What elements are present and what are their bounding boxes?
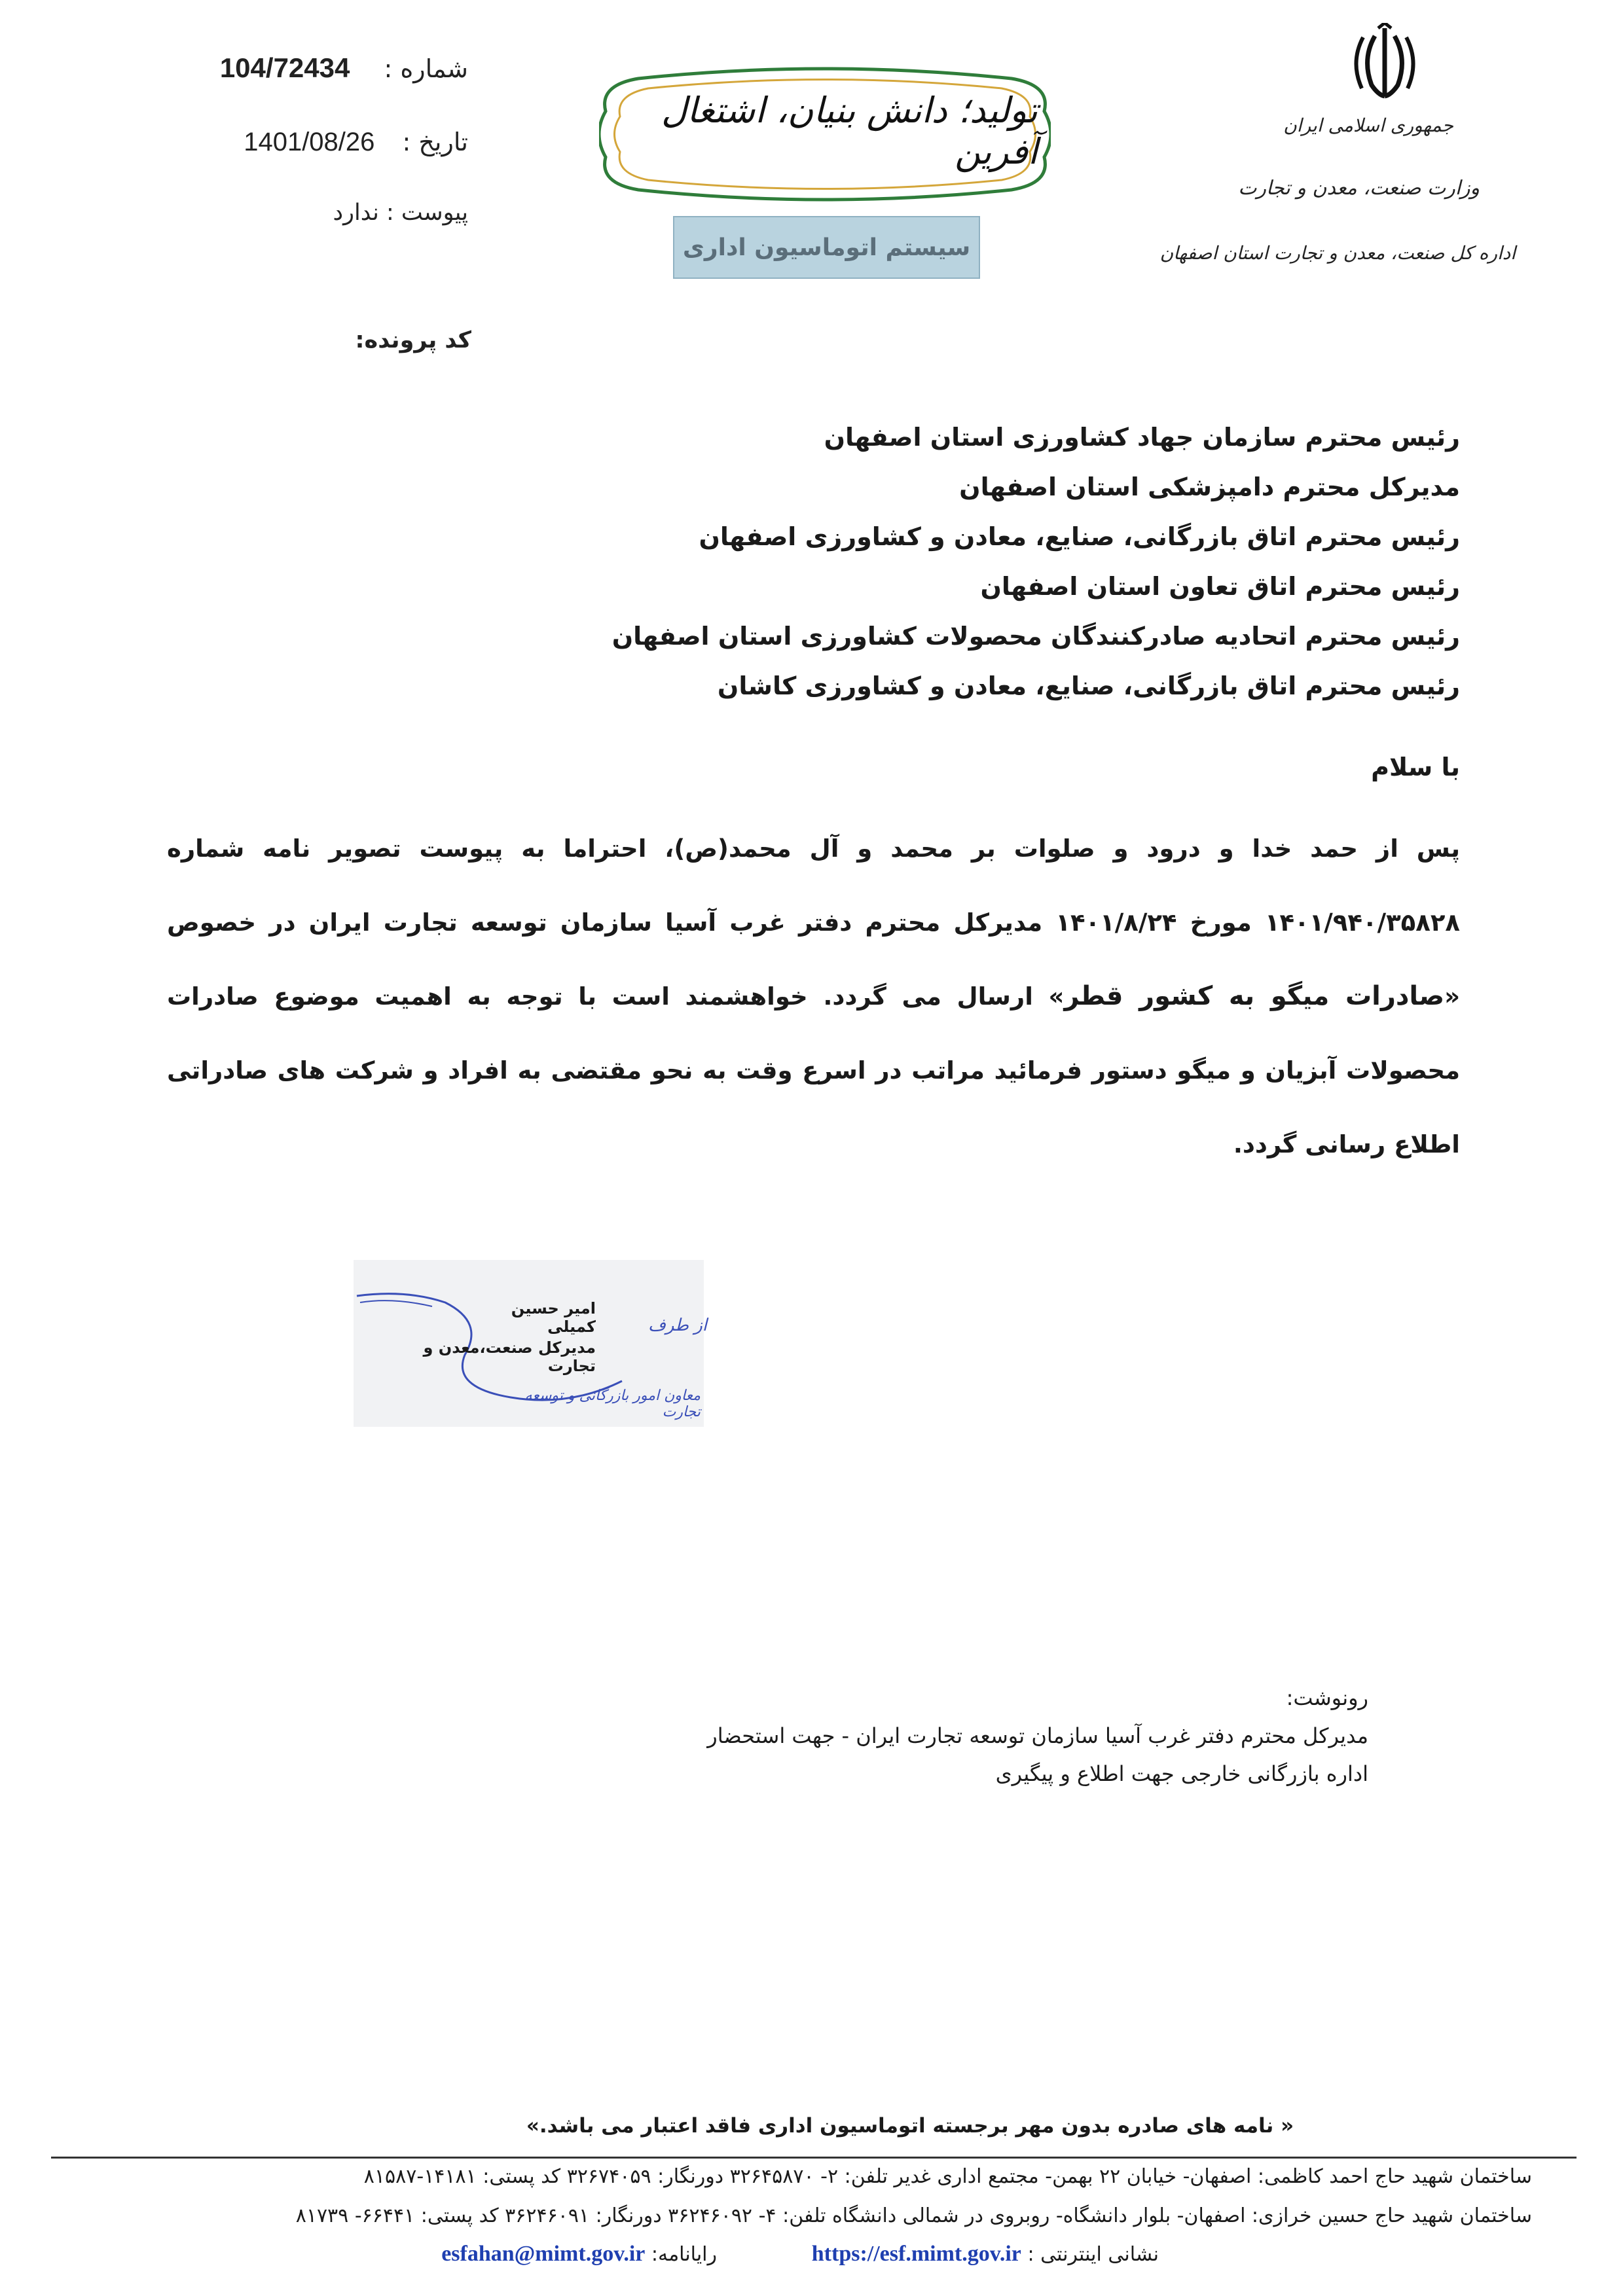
copies-label: رونوشت: xyxy=(1286,1685,1368,1710)
website-link[interactable]: https://esf.mimt.gov.ir xyxy=(811,2242,1021,2266)
letter-attachment xyxy=(288,200,468,226)
recipient-line: رئیس محترم اتحادیه صادرکنندگان محصولات کشاورزی استان اصفهان xyxy=(611,622,1460,651)
recipient-line: رئیس محترم سازمان جهاد کشاورزی استان اصفهان xyxy=(824,423,1460,452)
recipient-line: رئیس محترم اتاق بازرگانی، صنایع، معادن و کشاورزی کاشان xyxy=(717,672,1460,700)
footer-note: « نامه های صادره بدون مهر برجسته اتوماسیون اداری فاقد اعتبار می باشد.» xyxy=(526,2114,1294,2138)
signature-stamp-name: امیر حسین کمیلی xyxy=(511,1299,596,1336)
letter-number-value: 104/72434 xyxy=(219,52,350,83)
copies-line: مدیرکل محترم دفتر غرب آسیا سازمان توسعه تجارت ایران - جهت استحضار xyxy=(707,1723,1368,1748)
iran-emblem-icon xyxy=(1349,23,1421,101)
greeting: با سلام xyxy=(1371,753,1460,781)
footer-address-2: ساختمان شهید حاج حسین خرازی: اصفهان- بلوار دانشگاه- روبروی در شمالی دانشگاه تلفن: ۴- ۳۶۲۴۶۰۹۲ دورنگار: ۳۶۲۴۶۰۹۱ کد پستی: ۶۶۴۴۱- ۸۱۷۳۹ xyxy=(295,2204,1532,2227)
automation-system-label: سیستم اتوماسیون اداری xyxy=(673,216,980,279)
footer-divider xyxy=(51,2157,1577,2159)
letter-date-value: 1401/08/26 xyxy=(244,128,375,156)
signature-stamp-title: مدیرکل صنعت،معدن و تجارت xyxy=(423,1338,596,1375)
recipient-line: رئیس محترم اتاق تعاون استان اصفهان xyxy=(980,572,1460,601)
letter-body xyxy=(167,812,1460,1181)
letter-date xyxy=(196,128,468,157)
file-code-label: کد پرونده: xyxy=(355,327,471,353)
copies-line: اداره بازرگانی خارجی جهت اطلاع و پیگیری xyxy=(995,1761,1368,1786)
footer-email xyxy=(376,2242,717,2267)
slogan-text: تولید؛ دانش بنیان، اشتغال آفرین xyxy=(661,90,1038,172)
letter-number xyxy=(180,52,468,84)
letter-number-label: شماره : xyxy=(384,54,468,83)
body-part-1: پس از حمد خدا و درود و صلوات بر محمد و آل محمد(ص)، احتراما به پیوست تصویر نامه شماره ۱۴۰۱/۹۴۰/۳۵۸۲۸ مورخ ۱۴۰۱/۸/۲۴ مدیرکل محترم دفتر غرب آسیا سازمان توسعه تجارت ایران در خصوص « xyxy=(167,834,1461,1011)
letter-date-label: تاریخ : xyxy=(402,128,468,156)
attachment-label: پیوست : xyxy=(386,200,468,226)
recipients-list xyxy=(611,412,1460,711)
email-label: رایانامه: xyxy=(651,2243,717,2266)
footer-address-1: ساختمان شهید حاج احمد کاظمی: اصفهان- خیابان ۲۲ بهمن- مجتمع اداری غدیر تلفن: ۲- ۳۲۶۴۵۸۷۰ دورنگار: ۳۲۶۷۴۰۵۹ کد پستی: ۱۴۱۸۱-۸۱۵۸۷ xyxy=(363,2165,1532,2188)
ministry-country: جمهوری اسلامی ایران xyxy=(1283,115,1453,136)
recipient-line: رئیس محترم اتاق بازرگانی، صنایع، معادن و کشاورزی اصفهان xyxy=(699,522,1460,551)
footer-website xyxy=(773,2242,1159,2267)
recipient-line: مدیرکل محترم دامپزشکی استان اصفهان xyxy=(959,473,1460,501)
ministry-name: وزارت صنعت، معدن و تجارت xyxy=(1238,177,1480,200)
copies-section xyxy=(655,1679,1368,1793)
attachment-value: ندارد xyxy=(333,200,379,226)
on-behalf-label: از طرف xyxy=(647,1316,707,1335)
ministry-department: اداره کل صنعت، معدن و تجارت استان اصفهان xyxy=(1159,242,1516,264)
body-highlight: صادرات میگو به کشور قطر xyxy=(1064,981,1445,1011)
body-part-2: » ارسال می گردد. خواهشمند است با توجه به اهمیت موضوع صادرات محصولات آبزیان و میگو دستور فرمائید مراتب در اسرع وقت به نحو مقتضی به افراد و شرکت های صادراتی اطلاع رسانی گردد. xyxy=(167,982,1460,1158)
website-label: نشانی اینترنتی : xyxy=(1027,2243,1159,2266)
email-link[interactable]: esfahan@mimt.gov.ir xyxy=(441,2242,646,2266)
signature-deputy: معاون امور بازرگانی و توسعه تجارت xyxy=(524,1388,701,1420)
